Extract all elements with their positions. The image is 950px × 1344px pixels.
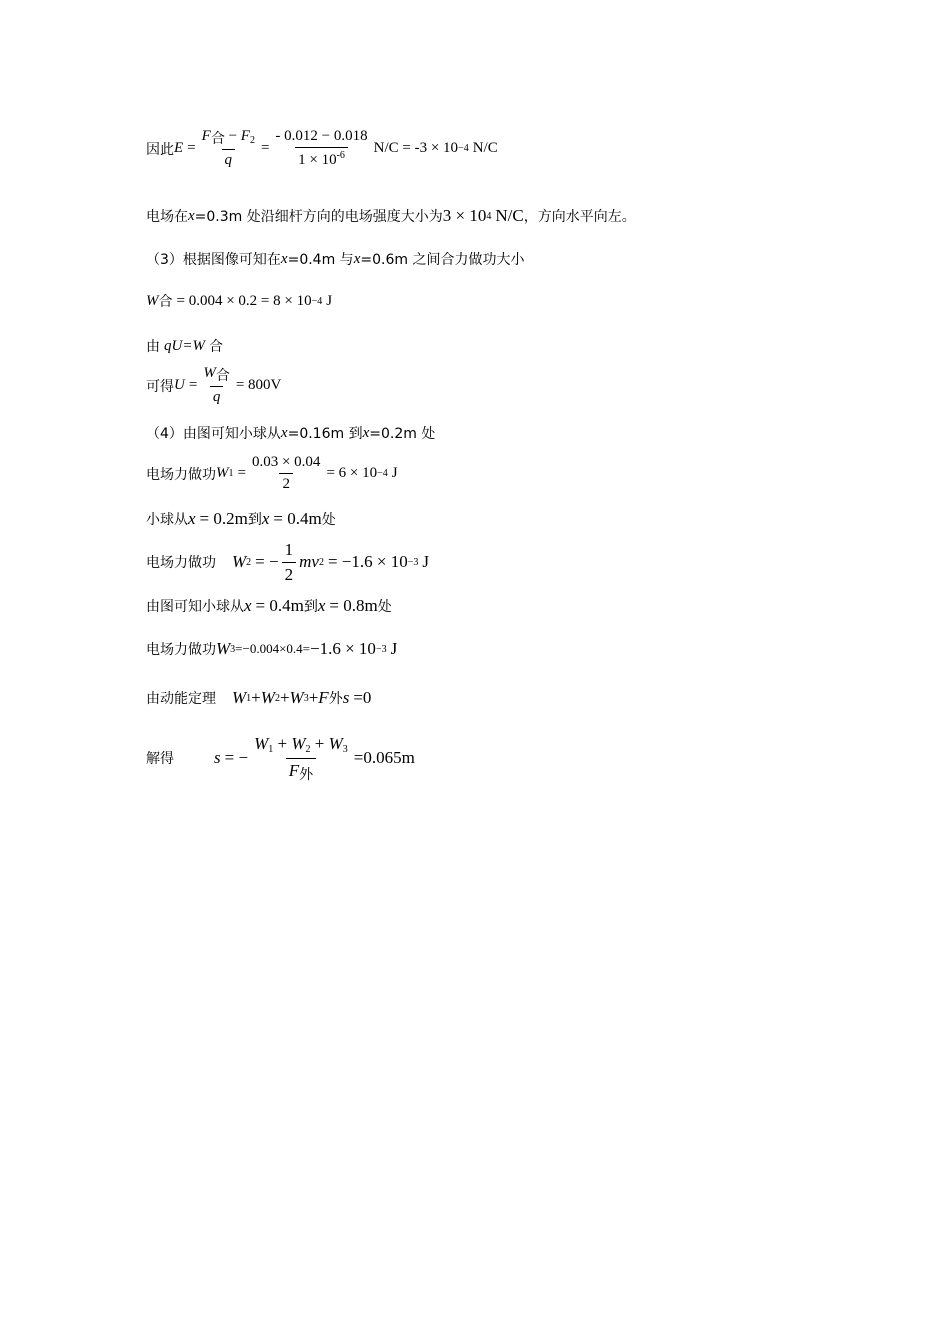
symbol-s: s [214,748,221,768]
subscript-he: 合 [210,131,225,148]
denominator: 1 × 10 [298,152,337,169]
subscript: 3 [230,643,236,655]
symbol-w: W [232,552,247,572]
text-segment: 电场在 [146,209,188,225]
numerator: 0.03 × 0.04 [251,454,321,470]
symbol-s: s [342,688,350,707]
text-segment: 处 [321,512,336,528]
text-segment: 解得 [146,751,174,768]
unit: N/C [495,206,524,225]
symbol-f: F [318,688,329,707]
equation-w-he [146,291,332,311]
result: = 800V [235,377,282,394]
text-segment: （3）根据图像可知在 [146,252,281,268]
subscript: 3 [303,692,309,704]
subscript: 3 [342,744,348,755]
symbol-f2: F [240,128,250,145]
subscript-he: 合 [158,294,173,310]
fraction [249,454,323,494]
fraction-values [272,128,370,170]
symbol-w: W [232,688,247,707]
result: =0 [353,688,372,707]
symbol-e: E [174,140,184,157]
minus-sign: − [228,128,238,145]
equation-kinetic-energy [146,688,371,708]
equation-solution [146,734,415,783]
plus-sign: + [277,734,288,753]
text-segment: 电场力做功 [146,555,216,572]
expression: =−0.004×0.4= [235,641,310,656]
equation-w3 [146,639,397,659]
equation-w1 [146,454,398,494]
equals-sign: = − [224,748,249,768]
subscript-he: 合 [208,339,223,355]
equals-sign: = [260,140,270,157]
subscript: 1 [228,468,234,480]
text-segment: 电场力做功 [146,642,216,658]
plus-sign: + [279,688,290,707]
text-part-4 [146,423,435,443]
equation-w2 [146,540,429,584]
text-segment: =0.2m 处 [369,426,436,442]
text-prefix: 因此 [146,141,174,158]
unit: J [326,292,333,309]
text-segment: 由图可知小球从 [146,599,244,615]
value: = 0.8m [329,596,378,615]
symbol-x: x [317,596,326,615]
symbol-w: W [291,734,306,753]
exponent: −4 [311,295,323,307]
equals-sign: = − [255,552,279,572]
text-segment: 到 [303,599,318,615]
expression: = −1.6 × 10 [327,552,408,572]
equation-e-field [146,128,498,170]
subscript: 2 [274,692,280,704]
fraction-half [282,540,297,584]
text-segment: （4）由图可知小球从 [146,426,281,442]
symbol-w: W [328,734,343,753]
text-segment: 到 [247,512,262,528]
symbol-w: W [203,365,216,381]
expression: = 0.004 × 0.2 = 8 × 10 [176,292,312,309]
unit: J [422,552,429,572]
subscript-wai: 外 [328,691,343,707]
symbol-x: x [261,509,270,528]
plus-sign: + [308,688,319,707]
denominator: 2 [279,473,293,493]
symbol-x: x [188,509,196,528]
equals-sign: = [187,140,196,157]
symbol-w: W [289,688,304,707]
value: = 0.4m [255,596,304,615]
subscript-2: 2 [249,135,255,147]
fraction-w-over-q [200,365,233,406]
text-segment: 由动能定理 [146,691,216,707]
text-segment: 处 [377,599,392,615]
exponent: 4 [486,210,492,222]
text-segment: =0.6m 之间合力做功大小 [360,252,525,268]
symbol-x: x [353,250,361,267]
fraction-force-over-q [199,128,258,169]
numerator: 1 [284,540,294,559]
text-segment: =0.16m 到 [287,426,363,442]
subscript-wai: 外 [299,766,314,783]
text-ball-path-1 [146,509,336,529]
symbol-w: W [216,639,231,658]
value: 3 × 10 [442,206,487,225]
symbol-w: W [254,734,269,753]
text-segment: ，方向水平向左。 [523,209,636,225]
result: =0.065m [353,748,415,768]
value: = 0.2m [199,509,248,528]
result: −1.6 × 10 [310,639,376,658]
text-ball-path-2 [146,596,392,616]
exponent: −3 [375,643,387,655]
equals-sign: = [188,377,198,394]
text-segment: =0.4m 与 [287,252,354,268]
text-part-3 [146,249,524,269]
symbol-f: F [288,760,300,780]
text-segment: 小球从 [146,512,188,528]
subscript: 1 [268,744,274,755]
plus-sign: + [251,688,261,707]
unit: J [391,465,398,482]
symbol-f: F [201,128,211,145]
symbol-x: x [280,424,288,441]
equation-qu [146,336,223,356]
symbol-mv: mv [299,552,319,572]
unit: J [390,639,398,658]
text-segment: =0.3m 处沿细杆方向的电场强度大小为 [194,209,443,225]
text-field-strength [146,206,636,226]
text-segment: 电场力做功 [146,466,216,483]
exponent: -6 [336,150,345,162]
symbol-q: q [212,389,221,406]
exponent: −3 [407,556,419,568]
unit-result: N/C = -3 × 10 [373,140,459,157]
text-segment: 可得 [146,378,174,395]
subscript: 1 [246,692,252,704]
symbol-w: W [146,292,159,309]
text-segment: 由 [146,339,160,355]
symbol-q: q [224,152,233,169]
unit: N/C [472,140,498,157]
value: = 0.4m [273,509,322,528]
subscript-he: 合 [215,368,230,384]
symbol-x: x [244,596,252,615]
exponent: −4 [458,143,469,155]
symbol-x: x [280,250,288,267]
numerator: - 0.012 − 0.018 [275,128,368,144]
fraction-solution [251,734,351,783]
expression: = 6 × 10 [326,465,378,482]
subscript: 2 [246,556,252,568]
exponent: 2 [318,556,324,568]
symbol-w: W [260,688,275,707]
exponent: −4 [377,468,388,480]
symbol-x: x [188,207,195,224]
denominator: 2 [282,562,297,585]
symbol-x: x [362,424,370,441]
symbol-u: U [174,377,185,394]
plus-sign: + [314,734,325,753]
equation-u [146,365,281,406]
expression: qU=W [164,337,205,354]
symbol-w: W [216,465,229,482]
equals-sign: = [237,465,246,482]
subscript: 2 [305,744,311,755]
